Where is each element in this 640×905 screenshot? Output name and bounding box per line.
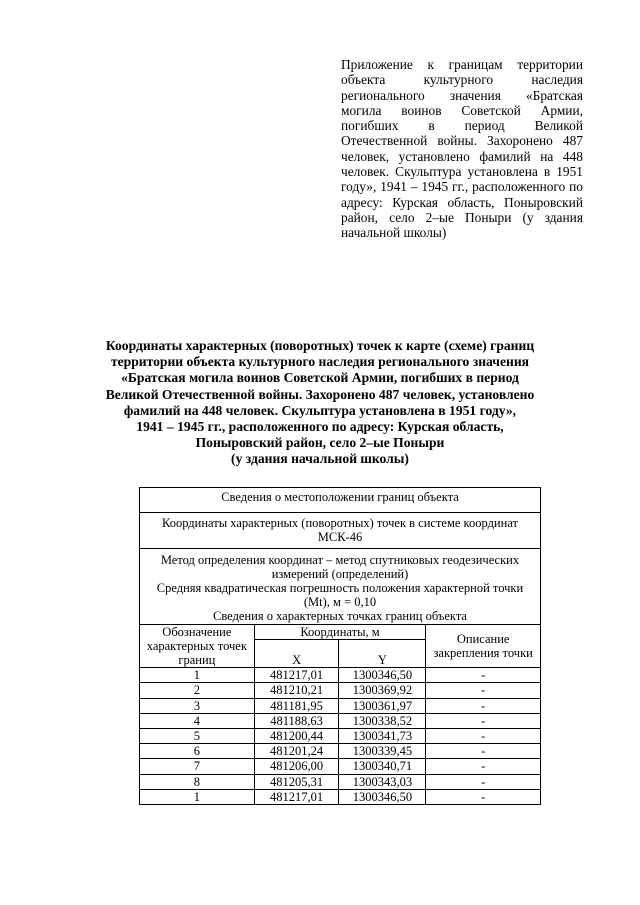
cell-x: 481217,01	[254, 668, 339, 683]
cell-y: 1300338,52	[339, 713, 426, 728]
method-text: Метод определения координат – метод спутниковых геодезических измерений (определений)	[160, 552, 520, 581]
cell-point: 6	[140, 744, 255, 759]
table-row	[140, 729, 541, 744]
cell-y: 1300346,50	[339, 668, 426, 683]
table-row	[140, 683, 541, 698]
cell-description: -	[426, 713, 541, 728]
table-row	[140, 789, 541, 804]
coordinates-table	[139, 487, 541, 805]
cell-point: 1	[140, 789, 255, 804]
cell-description: -	[426, 698, 541, 713]
table-row	[140, 759, 541, 774]
header-x: X	[254, 640, 339, 668]
cell-point: 3	[140, 698, 255, 713]
table-row	[140, 713, 541, 728]
cell-description: -	[426, 668, 541, 683]
cell-description: -	[426, 683, 541, 698]
cell-point: 7	[140, 759, 255, 774]
cell-x: 481200,44	[254, 729, 339, 744]
cell-point: 4	[140, 713, 255, 728]
cell-point: 1	[140, 668, 255, 683]
section-system-row	[140, 513, 541, 548]
cell-description: -	[426, 744, 541, 759]
section-method-row	[140, 548, 541, 624]
cell-y: 1300369,92	[339, 683, 426, 698]
appendix-text: Приложение к границам территории объекта культурного наследия регионального значения «Братская могила воинов Советской Армии, погибших в период Великой Отечественной войны. Захоронено 487 человек, установлено фамилий на 448 человек. Скульптура установлена в 1951 году», 1941 – 1945 гг., расположенного по адресу: Курская область, Поныровский район, село 2–ые Поныри (у здания начальной школы)	[341, 57, 583, 241]
cell-x: 481206,00	[254, 759, 339, 774]
heading-line: Поныровский район, село 2–ые Поныри	[195, 435, 445, 451]
header-description: Описание закрепления точки	[426, 624, 541, 668]
table-row	[140, 774, 541, 789]
accuracy-text: Средняя квадратическая погрешность положения характерной точки (Mt), м = 0,10	[156, 581, 524, 610]
section-location-row	[140, 488, 541, 513]
cell-x: 481201,24	[254, 744, 339, 759]
cell-description: -	[426, 729, 541, 744]
cell-x: 481181,95	[254, 698, 339, 713]
table-row	[140, 698, 541, 713]
header-row	[140, 624, 541, 640]
cell-x: 481205,31	[254, 774, 339, 789]
cell-x: 481188,63	[254, 713, 339, 728]
table-row	[140, 744, 541, 759]
heading-line: территории объекта культурного наследия регионального значения	[110, 354, 530, 370]
cell-point: 8	[140, 774, 255, 789]
header-designation: Обозначение характерных точек границ	[140, 624, 255, 668]
cell-description: -	[426, 774, 541, 789]
section-location: Сведения о местоположении границ объекта	[140, 488, 541, 513]
cell-description: -	[426, 789, 541, 804]
cell-y: 1300346,50	[339, 789, 426, 804]
appendix-note	[341, 57, 583, 241]
cell-y: 1300340,71	[339, 759, 426, 774]
cell-x: 481217,01	[254, 789, 339, 804]
cell-y: 1300341,73	[339, 729, 426, 744]
document-heading	[80, 338, 560, 468]
cell-y: 1300343,03	[339, 774, 426, 789]
section-method	[140, 548, 541, 624]
table-row	[140, 668, 541, 683]
cell-point: 2	[140, 683, 255, 698]
heading-line: фамилий на 448 человек. Скульптура установлена в 1951 году»,	[123, 402, 517, 418]
cell-point: 5	[140, 729, 255, 744]
heading-line: «Братская могила воинов Советской Армии, погибших в период	[121, 370, 519, 386]
header-y: Y	[339, 640, 426, 668]
cell-y: 1300339,45	[339, 744, 426, 759]
header-coordinates: Координаты, м	[254, 624, 426, 640]
cell-y: 1300361,97	[339, 698, 426, 713]
heading-line: Координаты характерных (поворотных) точек к карте (схеме) границ	[105, 338, 535, 353]
cell-x: 481210,21	[254, 683, 339, 698]
section-coordinate-system: Координаты характерных (поворотных) точек в системе координат МСК-46	[140, 513, 541, 548]
heading-line: 1941 – 1945 гг., расположенного по адресу: Курская область,	[136, 419, 504, 435]
heading-line: Великой Отечественной войны. Захоронено 487 человек, установлено	[105, 386, 535, 402]
points-title: Сведения о характерных точках границ объекта	[213, 609, 467, 624]
cell-description: -	[426, 759, 541, 774]
heading-line: (у здания начальной школы)	[231, 451, 409, 467]
